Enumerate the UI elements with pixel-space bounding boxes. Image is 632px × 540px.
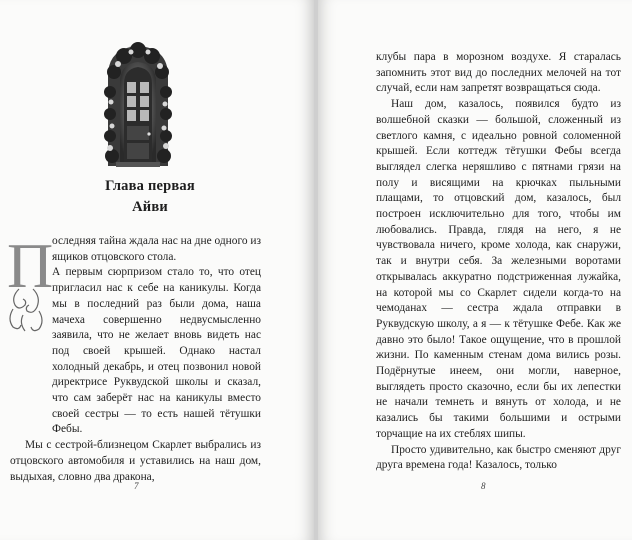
page-number: 8: [481, 481, 486, 491]
paragraph: Наш дом, казалось, появился будто из волшебной сказки — большой, сложенный из светлого камня, с идеально ровной соломенной крышей. Если коттедж тётушки Фебы всегда выглядел слегка неряшливо с пятнами грязи на полу и висящими на крючках пыльными плащами, то отцовский дом, казалось, был построен исключительно для того, чтобы им любовались. Правда, глядя на него, я не чувствовала ничего, кроме холода, как снаружи, так и внутри себя. За железными воротами открывалась аккуратно подстриженная лужайка, на которой мы со Скарлет сидели когда-то на чемоданах — сестра ждала отправки в Руквудскую школу, а я — к тётушке Фебе. Как же давно это было! Такое ощущение, что в прошлой жизни. По каменным стенам дома вились розы. Подёрнутые инеем, они могли, наверное, выглядеть просто сказочно, если бы их лепестки не начали темнеть и вянуть от холода, и не казались бы такими большими и острыми торчащие на их стеблях шипы.: [376, 98, 621, 440]
right-page-body: [376, 50, 621, 474]
paragraph: А первым сюрпризом стало то, что отец пригласил нас к себе на каникулы. Когда мы в последний раз были дома, наша мачеха совершенно недвусмысленно заявила, что не желает вновь видеть нас под своей крышей. Однако настал холодный декабрь, и отец позвонил новой директрисе Руквудской школы и сказал, что сам заберёт нас на каникулы вместо своей сестры — то есть нашей тётушки Фебы.: [52, 266, 261, 436]
left-page-body: [10, 234, 261, 485]
chapter-heading: Глава первая: [105, 178, 195, 194]
rose-door-illustration: [104, 42, 172, 168]
chapter-name: Айви: [132, 199, 168, 215]
page-number: 7: [134, 481, 139, 491]
paragraph: оследняя тайна ждала нас на дне одного из ящиков отцовского стола.: [52, 235, 261, 263]
paragraph: Мы с сестрой-близнецом Скарлет выбрались из отцовского автомобиля и уставились на наш дом, выдыхая, словно два дракона,: [10, 439, 261, 483]
left-page: [0, 0, 314, 540]
paragraph: Просто удивительно, как быстро сменяют друг друга времена года! Казалось, только: [376, 443, 621, 472]
paragraph: клубы пара в морозном воздухе. Я старалась запомнить этот вид до последних мелочей на тот случай, если нам запретят возвращаться сюда.: [376, 51, 621, 95]
drop-cap-letter: П: [7, 230, 54, 301]
right-page: [318, 0, 632, 540]
